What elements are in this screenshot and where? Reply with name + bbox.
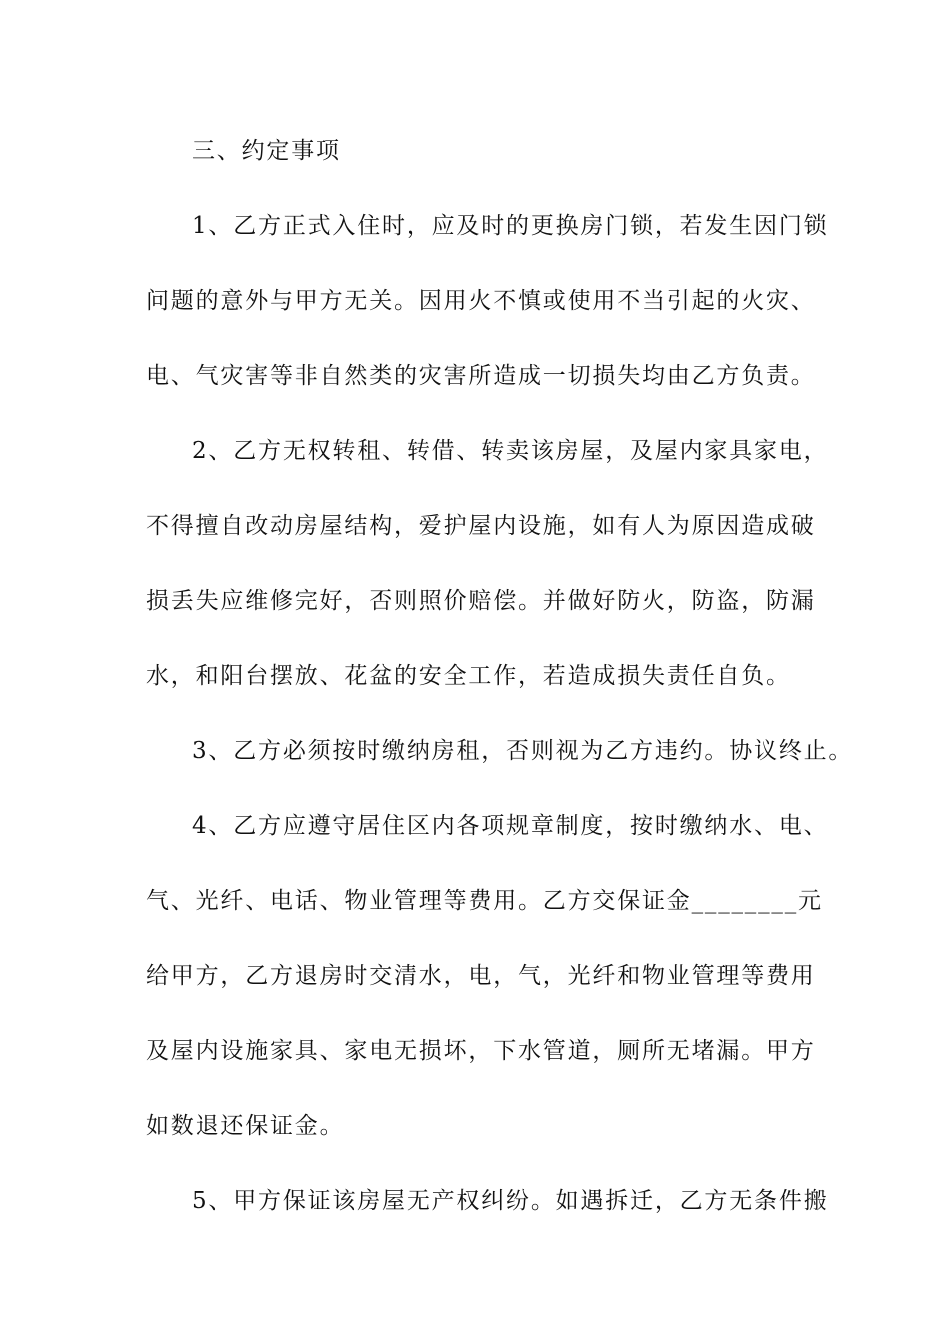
paragraph-line: 给甲方，乙方退房时交清水，电，气，光纤和物业管理等费用 (146, 963, 816, 989)
paragraph-line: 3、乙方必须按时缴纳房租，否则视为乙方违约。协议终止。 (192, 738, 854, 764)
paragraph-line: 1、乙方正式入住时，应及时的更换房门锁，若发生因门锁 (192, 213, 829, 239)
section-heading: 三、约定事项 (192, 138, 341, 164)
paragraph-line: 4、乙方应遵守居住区内各项规章制度，按时缴纳水、电、 (192, 813, 829, 839)
paragraph-line: 2、乙方无权转租、转借、转卖该房屋，及屋内家具家电， (192, 438, 829, 464)
paragraph-line: 电、气灾害等非自然类的灾害所造成一切损失均由乙方负责。 (146, 363, 816, 389)
paragraph-line: 5、甲方保证该房屋无产权纠纷。如遇拆迁，乙方无条件搬 (192, 1188, 829, 1214)
paragraph-line: 及屋内设施家具、家电无损坏，下水管道，厕所无堵漏。甲方 (146, 1038, 816, 1064)
paragraph-line: 如数退还保证金。 (146, 1113, 345, 1139)
paragraph-line: 气、光纤、电话、物业管理等费用。乙方交保证金________元 (146, 888, 823, 914)
paragraph-line: 问题的意外与甲方无关。因用火不慎或使用不当引起的火灾、 (146, 288, 816, 314)
paragraph-line: 不得擅自改动房屋结构，爱护屋内设施，如有人为原因造成破 (146, 513, 816, 539)
paragraph-line: 水，和阳台摆放、花盆的安全工作，若造成损失责任自负。 (146, 663, 791, 689)
paragraph-line: 损丢失应维修完好，否则照价赔偿。并做好防火，防盗，防漏 (146, 588, 816, 614)
